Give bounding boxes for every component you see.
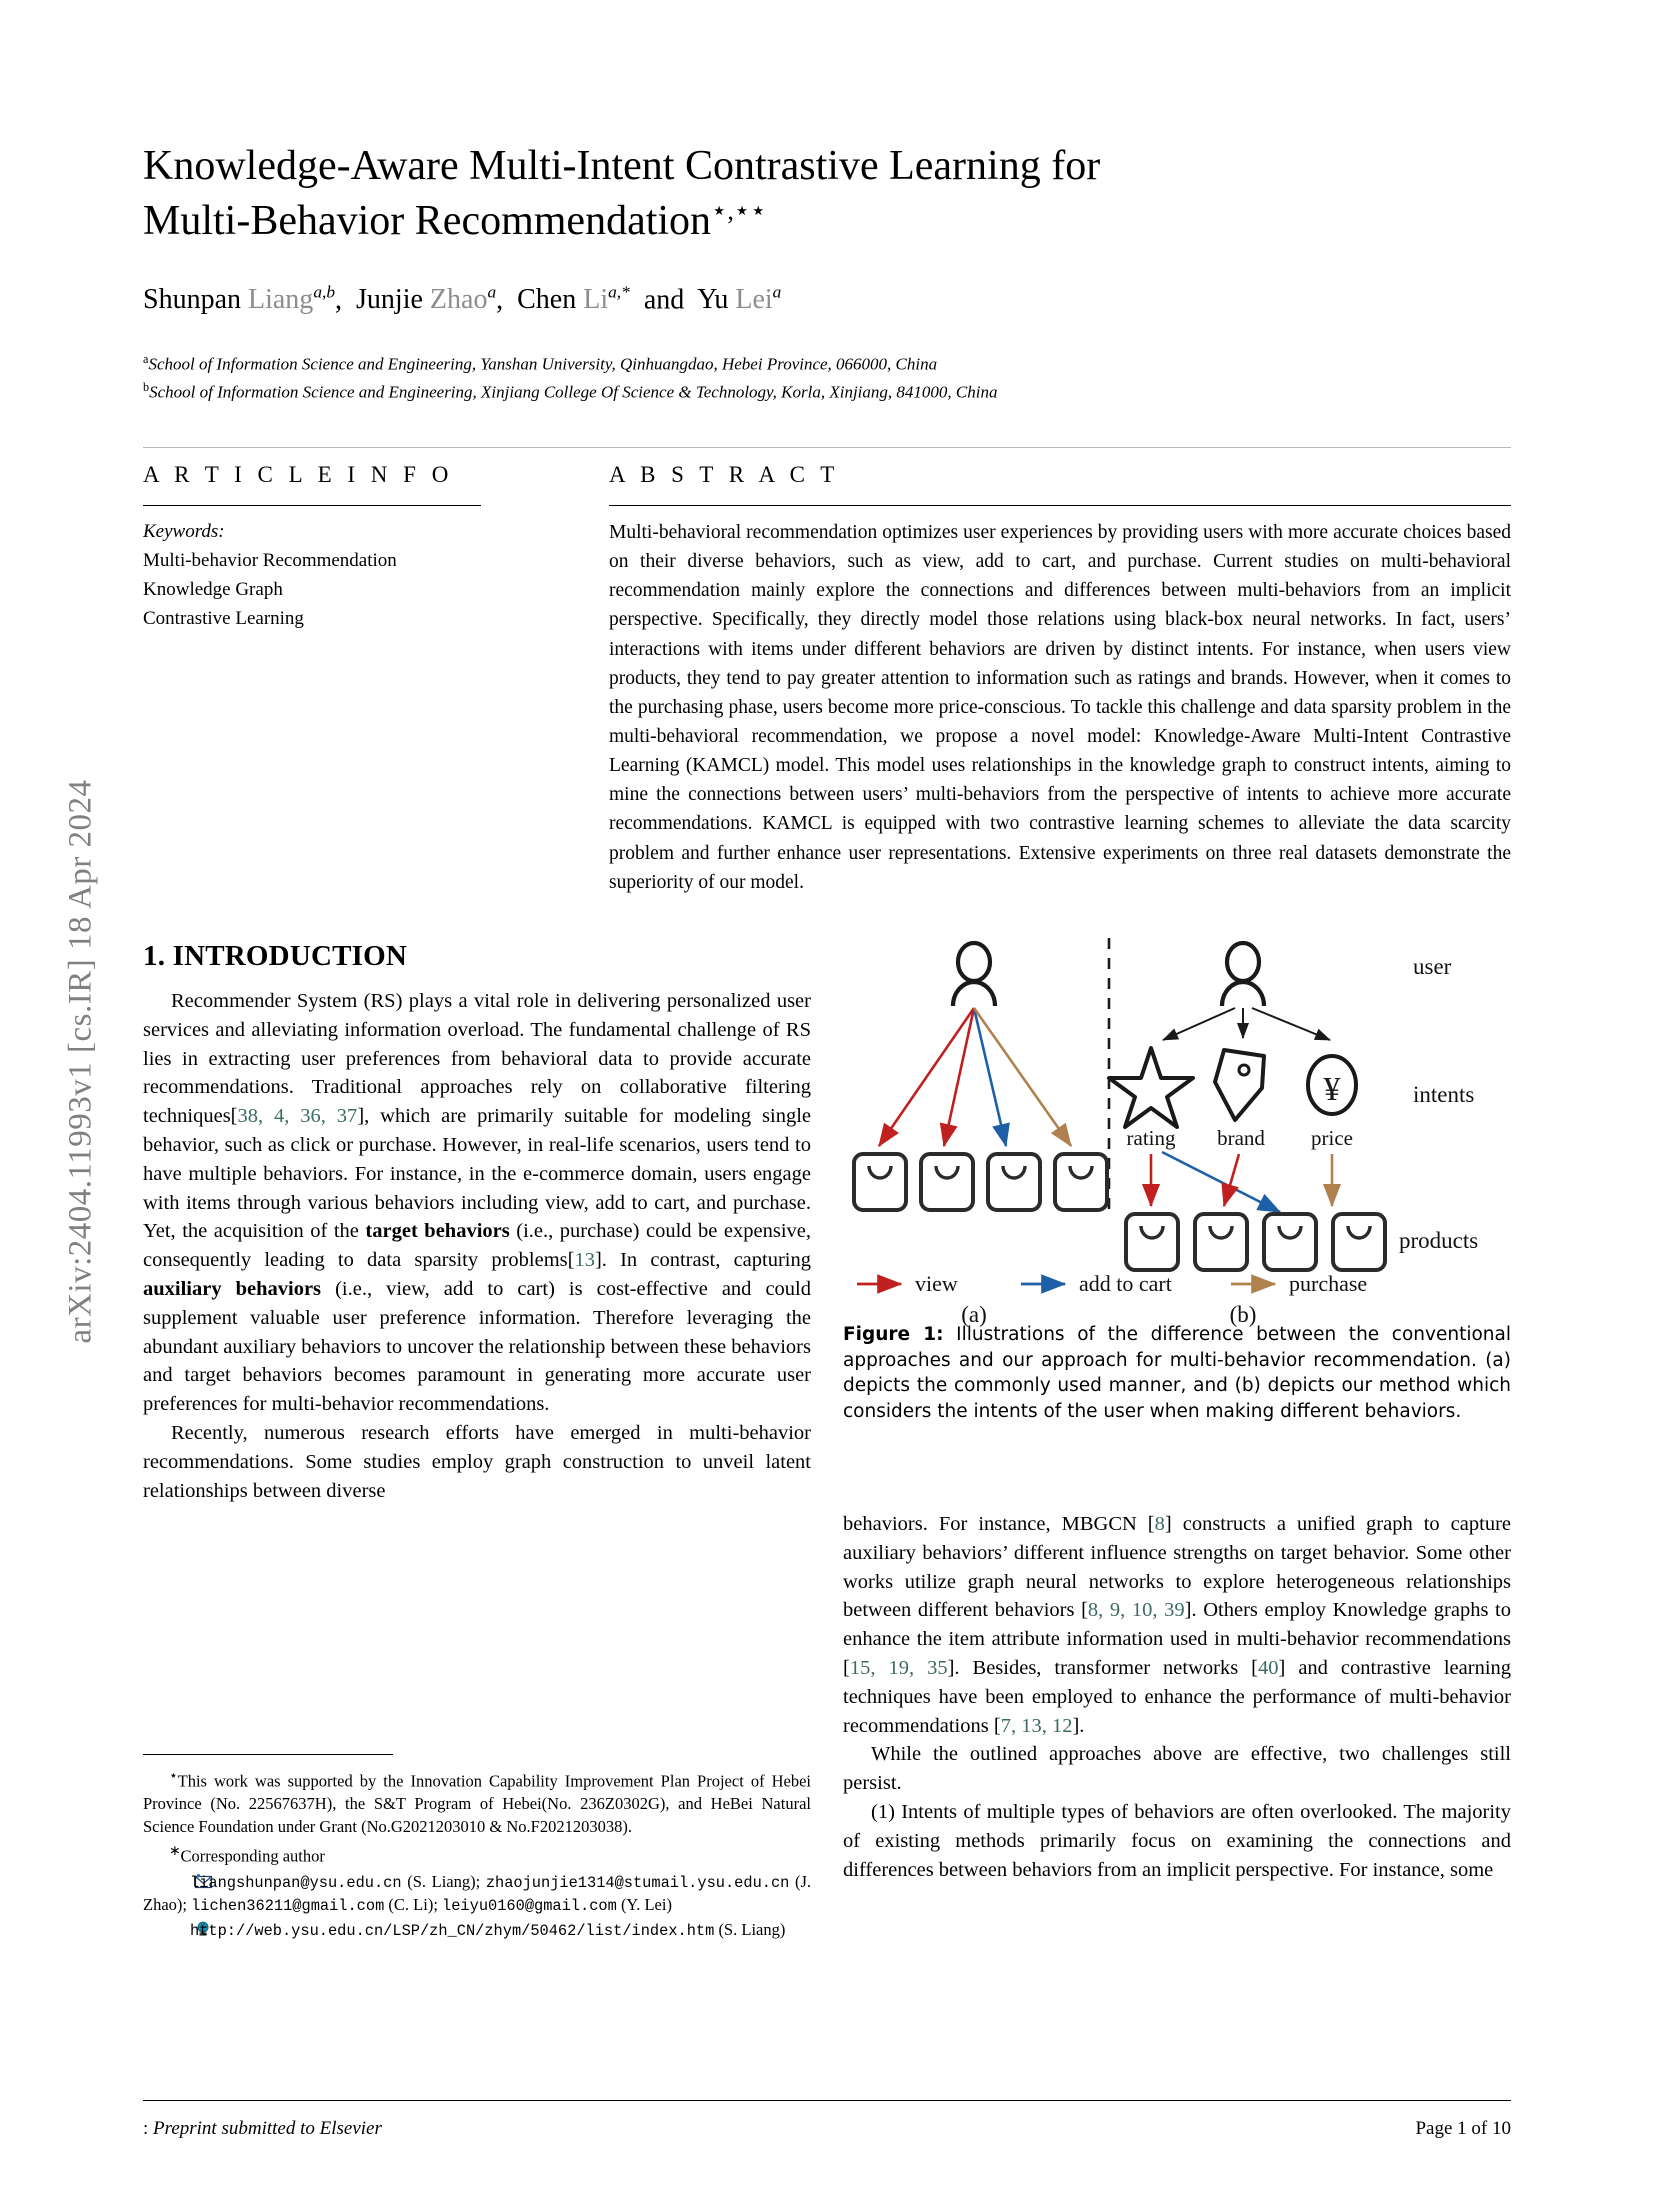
keyword-item: Knowledge Graph — [143, 578, 283, 600]
legend-label-purchase: purchase — [1289, 1271, 1368, 1296]
globe-icon — [169, 1921, 186, 1936]
intro-paragraph-3: behaviors. For instance, MBGCN [8] constructs a unified graph to capture auxiliary behaviors’ different influence strengths on target behavior. Some other works utilize graph neural networks to explore heterogeneous relationships between different behaviors [8, 9, 10, 39]. Others employ Knowledge graphs to enhance the item attribute information used in multi-behavior recommendations [15, 19, 35]. Besides, transformer networks [40] and contrastive learning techniques have been employed to enhance the performance of multi-behavior recommendations [7, 13, 12]. — [843, 1513, 1512, 1737]
yen-symbol: ¥ — [1323, 1071, 1341, 1108]
citation-ref[interactable]: 38, 4, 36, 37 — [237, 1105, 358, 1128]
row-label-user: user — [1413, 954, 1452, 979]
homepage-url[interactable]: http://web.ysu.edu.cn/LSP/zh_CN/zhym/50462/list/index.htm — [190, 1922, 715, 1941]
intent-label-price: price — [1311, 1126, 1353, 1150]
keyword-item: Contrastive Learning — [143, 607, 304, 629]
citation-ref[interactable]: 40 — [1258, 1656, 1279, 1679]
panel-label-b: (b) — [1229, 1302, 1257, 1327]
figure-legend — [857, 1271, 1367, 1296]
author-1: Shunpan Liang$^{a,b}$ — [143, 283, 336, 316]
email-address[interactable]: zhaojunjie1314@stumail.ysu.edu.cn — [485, 1873, 790, 1892]
citation-ref[interactable]: 15, 19, 35 — [849, 1656, 948, 1679]
header-divider — [143, 447, 1511, 448]
citation-ref[interactable]: 8, 9, 10, 39 — [1087, 1599, 1185, 1622]
figure-1 — [843, 930, 1511, 1327]
product-icons-b — [1126, 1214, 1385, 1270]
intent-label-rating: rating — [1126, 1126, 1176, 1150]
abstract-divider — [609, 505, 1511, 506]
email-address[interactable]: liangshunpan@ysu.edu.cn — [190, 1873, 402, 1892]
footer-divider — [143, 2100, 1511, 2101]
citation-ref[interactable]: 8 — [1154, 1513, 1165, 1535]
intro-paragraph-4: While the outlined approaches above are effective, two challenges still persist. — [843, 1743, 1511, 1795]
author-2: Junjie Zhao$^a$ — [356, 283, 497, 316]
article-info-divider — [143, 505, 481, 506]
section-heading-introduction: 1. INTRODUCTION — [143, 940, 408, 972]
intent-label-brand: brand — [1217, 1126, 1265, 1150]
user-icon-b — [1222, 943, 1264, 1006]
edge-purchase-a — [974, 1008, 1071, 1146]
figure-caption-label: Figure 1: — [843, 1324, 944, 1345]
author-list: Shunpan Liang$^{a,b}$, Junjie Zhao$^a$, Chen $Li^{a,*}$ and Yu Lei$^a$ — [143, 283, 782, 316]
arxiv-stamp: arXiv:2404.11993v1 [cs.IR] 18 Apr 2024 — [62, 779, 99, 1344]
left-column — [143, 940, 811, 1505]
page-title — [143, 140, 1273, 249]
footnote-homepage: http://web.ysu.edu.cn/LSP/zh_CN/zhym/50462/list/index.htm (S. Liang) — [143, 1919, 811, 1942]
figure-caption-text: Illustrations of the difference between the conventional approaches and our approach for multi-behavior recommendation. (a) depicts the commonly used manner, and (b) depicts our method which considers the intents of the user when making different behaviors. — [843, 1324, 1511, 1423]
price-icon — [1308, 1056, 1356, 1114]
keywords-label: Keywords: — [143, 521, 225, 542]
row-label-intents: intents — [1413, 1082, 1475, 1107]
footnote-corresponding: ∗Corresponding author — [169, 1843, 325, 1866]
intro-paragraph-2: Recently, numerous research efforts have emerged in multi-behavior recommendations. Some studies employ graph construction to unveil latent relationships between diverse — [143, 1421, 811, 1502]
abstract-heading: A B S T R A C T — [609, 462, 840, 487]
author-3: Chen $Li^{a,*}$ — [517, 283, 630, 316]
footnote-divider — [143, 1754, 393, 1755]
footnote-emails: liangshunpan@ysu.edu.cn (S. Liang); zhaojunjie1314@stumail.ysu.edu.cn (J. Zhao); lichen36211@gmail.com (C. Li); leiyu0160@gmail.com (Y. Lei) — [143, 1871, 812, 1915]
email-address[interactable]: leiyu0160@gmail.com — [442, 1897, 617, 1915]
footnotes-block — [143, 1766, 811, 1945]
intro-paragraph-1: Recommender System (RS) plays a vital role in delivering personalized user services and alleviating information overload. The fundamental challenge of RS lies in extracting user preferences from behavioral data to provide accurate recommendations. Traditional approaches rely on collaborative filtering techniques[38, 4, 36, 37], which are primarily suitable for modeling single behavior, such as click or purchase. However, in real-life scenarios, users tend to have multiple behaviors. For instance, in the e-commerce domain, users engage with items through various behaviors including view, add to cart, and purchase. Yet, the acquisition of the target behaviors (i.e., purchase) could be expensive, consequently leading to data sparsity problems[13]. In contrast, capturing auxiliary behaviors (i.e., view, add to cart) is cost-effective and could supplement valuable user preference information. Therefore leveraging the abundant auxiliary behaviors to uncover the relationship between these behaviors and target behaviors becomes paramount in generating more accurate user preferences for multi-behavior recommendations. — [143, 990, 812, 1416]
keyword-item: Multi-behavior Recommendation — [143, 549, 397, 571]
citation-ref[interactable]: 7, 13, 12 — [1000, 1714, 1073, 1737]
affiliation-b: $^b$School of Information Science and Engineering, Xinjiang College Of Science & Technology, Korla, Xinjiang, 841000, China — [143, 380, 998, 402]
edge-rating-cart — [1162, 1152, 1280, 1212]
tag-icon — [1215, 1050, 1264, 1120]
email-address[interactable]: lichen36211@gmail.com — [191, 1897, 385, 1915]
user-icon-a — [953, 943, 995, 1006]
title-line-1: Knowledge-Aware Multi-Intent Contrastive Learning for — [143, 143, 1101, 189]
edge-user-rating — [1163, 1008, 1235, 1040]
panel-label-a: (a) — [961, 1302, 987, 1327]
emphasis-term: auxiliary behaviors — [143, 1277, 322, 1300]
article-info-heading: A R T I C L E I N F O — [143, 462, 454, 487]
footnote-funding: ⋆This work was supported by the Innovation Capability Improvement Plan Project of Hebei Province (No. 22567637H), the S&T Program of Hebei(No. 236Z0302G), and HeBei Natural Science Foundation under Grant (No.G2021203010 & No.F2021203038). — [143, 1768, 811, 1837]
edge-user-price — [1252, 1008, 1330, 1040]
legend-label-add-to-cart: add to cart — [1079, 1271, 1172, 1296]
row-label-products: products — [1399, 1228, 1479, 1253]
product-icons-a — [854, 1154, 1107, 1210]
envelope-icon — [169, 1873, 186, 1888]
affiliation-a: $^a$School of Information Science and Engineering, Yanshan University, Qinhuangdao, Hebei Province, 066000, China — [143, 352, 938, 374]
edge-brand-product — [1224, 1154, 1239, 1206]
title-line-2: Multi-Behavior Recommendation — [143, 197, 712, 244]
star-icon — [1109, 1048, 1193, 1127]
footer-left: : Preprint submitted to Elsevier — [143, 2118, 382, 2139]
figure-1-graphic — [843, 930, 1511, 1327]
emphasis-term: target behaviors — [365, 1220, 510, 1243]
right-column — [843, 1510, 1511, 1884]
title-footnote-markers: ⋆,⋆⋆ — [711, 195, 767, 225]
author-4: Yu Lei$^a$ — [697, 283, 782, 316]
citation-ref[interactable]: 13 — [574, 1249, 595, 1272]
intro-paragraph-5: (1) Intents of multiple types of behaviors are often overlooked. The majority of existing methods primarily focus on examining the connections and differences between behaviors from an implicit perspective. For instance, some — [843, 1800, 1511, 1881]
abstract-text: Multi-behavioral recommendation optimizes user experiences by providing users with more accurate choices based on their diverse behaviors, such as view, add to cart, and purchase. Current studies on multi-behavioral recommendation mainly explore the connections and differences between multi-behaviors from an implicit perspective. Specifically, they directly model those relations using black-box neural networks. In fact, users’ interactions with items under different behaviors are driven by distinct intents. For instance, when users view products, they tend to pay greater attention to information such as ratings and brands. However, when it comes to the purchasing phase, users become more price-conscious. To tackle this challenge and data sparsity problem in the multi-behavioral recommendation, we propose a novel model: Knowledge-Aware Multi-Intent Contrastive Learning (KAMCL) model. This model uses relationships in the knowledge graph to construct intents, aiming to mine the connections between users’ multi-behaviors from the perspective of intents to achieve more accurate recommendations. KAMCL is equipped with two contrastive learning schemes to alleviate the data scarcity problem and further enhance user representations. Extensive experiments on three real datasets demonstrate the superiority of our model. — [609, 522, 1511, 893]
figure-1-caption — [843, 1322, 1511, 1425]
affiliations — [143, 350, 1393, 406]
footer-page-number: Page 1 of 10 — [1415, 2118, 1511, 2139]
legend-label-view: view — [915, 1271, 958, 1296]
keywords-block — [143, 518, 493, 634]
